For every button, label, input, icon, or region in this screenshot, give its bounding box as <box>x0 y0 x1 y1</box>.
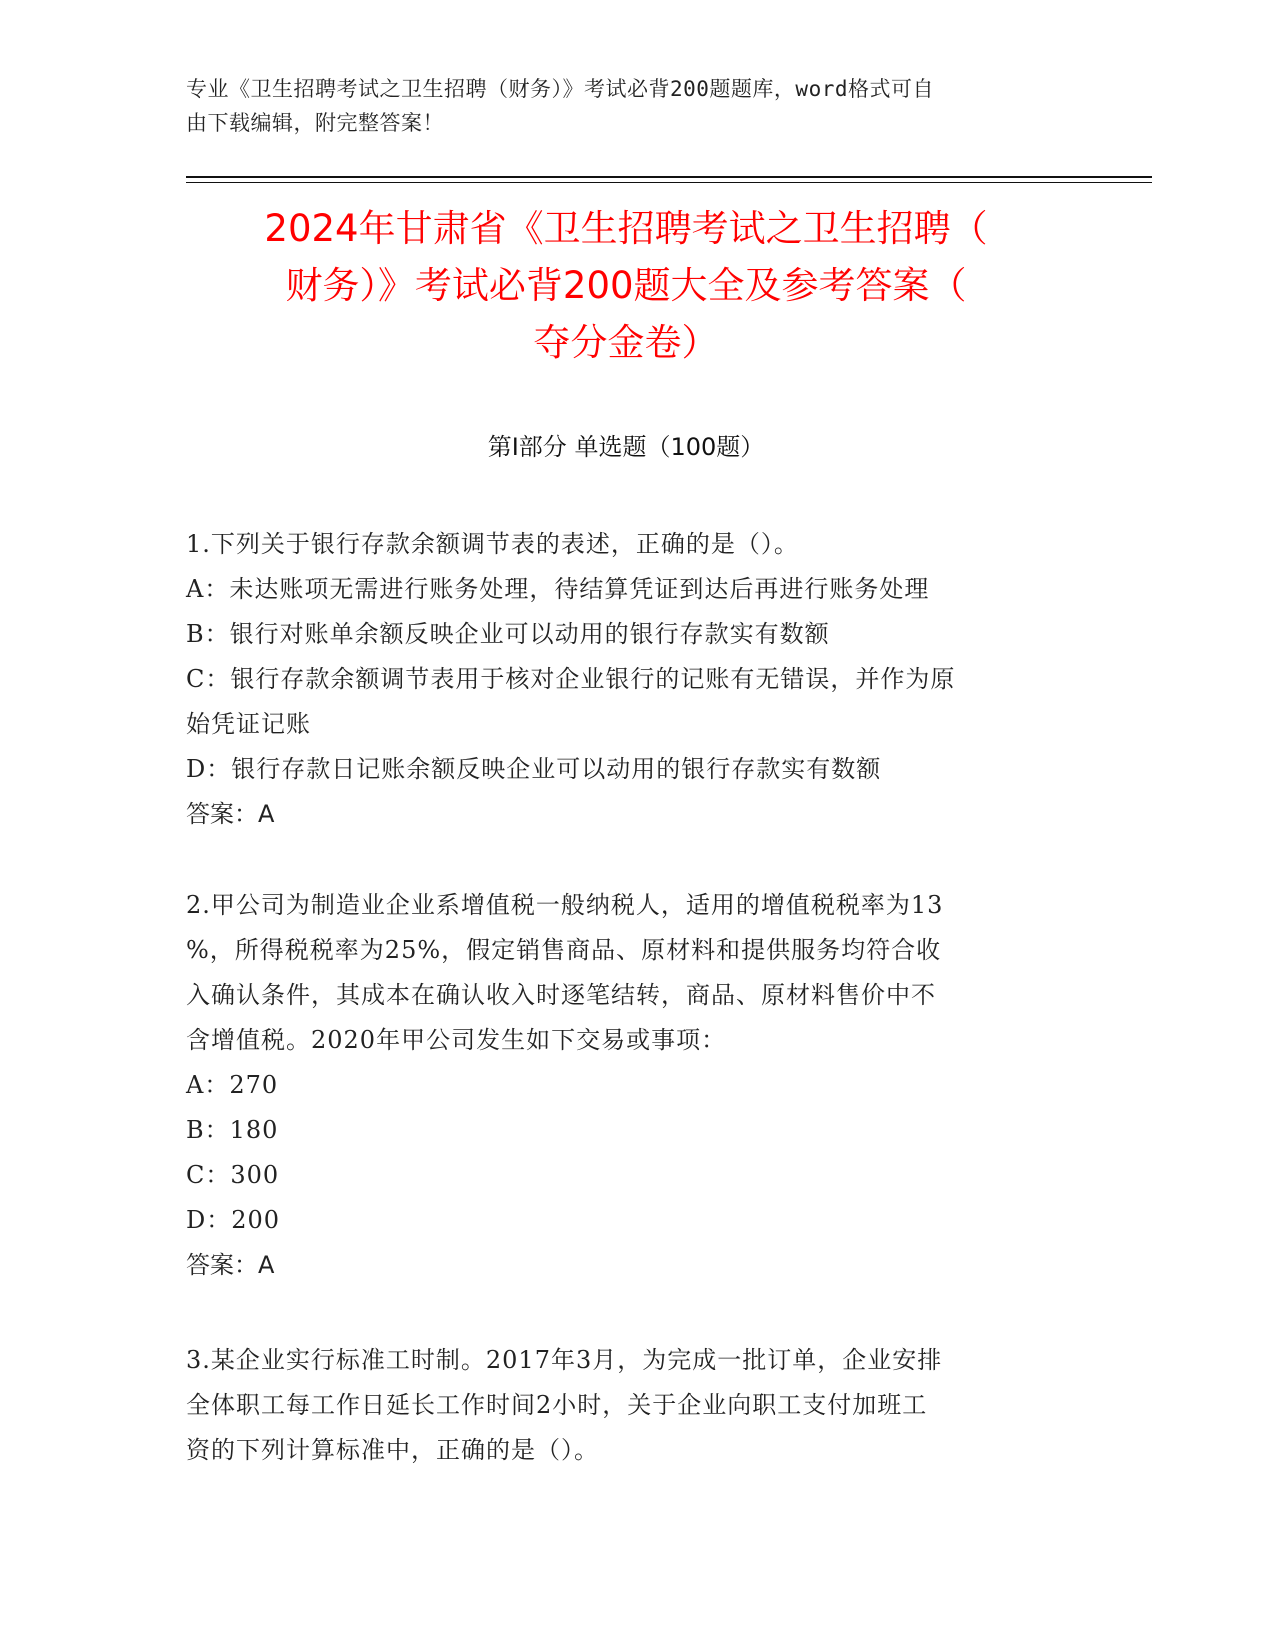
title-line: 财务）》考试必背200题大全及参考答案（ <box>285 264 967 307</box>
question-stem: 含增值税。2020年甲公司发生如下交易或事项： <box>186 1026 727 1054</box>
document-header-note <box>186 72 1066 140</box>
header-note-line: 由下载编辑，附完整答案！ <box>186 111 444 135</box>
header-divider <box>186 176 1152 178</box>
section-heading: 第Ⅰ部分 单选题（100题） <box>487 433 765 461</box>
header-note-line: 专业《卫生招聘考试之卫生招聘（财务）》考试必背200题题库，word格式可自 <box>186 77 934 101</box>
answer-text: 答案：A <box>186 800 275 828</box>
option-a: A：未达账项无需进行账务处理，待结算凭证到达后再进行账务处理 <box>186 575 930 603</box>
question-block <box>186 1338 1066 1473</box>
option-d: D：200 <box>186 1206 281 1234</box>
question-block <box>186 883 1066 1288</box>
page-title <box>186 200 1066 371</box>
question-block <box>186 522 1066 837</box>
option-c: C：300 <box>186 1161 280 1189</box>
question-stem: %，所得税税率为25%，假定销售商品、原材料和提供服务均符合收 <box>186 936 942 964</box>
header-divider-thin <box>186 182 1152 183</box>
question-stem: 全体职工每工作日延长工作时间2小时，关于企业向职工支付加班工 <box>186 1391 928 1419</box>
option-b: B：银行对账单余额反映企业可以动用的银行存款实有数额 <box>186 620 830 648</box>
option-d: D：银行存款日记账余额反映企业可以动用的银行存款实有数额 <box>186 755 882 783</box>
question-stem: 入确认条件，其成本在确认收入时逐笔结转，商品、原材料售价中不 <box>186 981 936 1009</box>
answer-text: 答案：A <box>186 1251 275 1279</box>
option-b: B：180 <box>186 1116 279 1144</box>
question-stem: 3.某企业实行标准工时制。2017年3月，为完成一批订单，企业安排 <box>186 1346 943 1374</box>
option-c: C：银行存款余额调节表用于核对企业银行的记账有无错误，并作为原 <box>186 665 956 693</box>
question-stem: 1.下列关于银行存款余额调节表的表述，正确的是（）。 <box>186 530 799 558</box>
option-a: A：270 <box>186 1071 279 1099</box>
title-line: 2024年甘肃省《卫生招聘考试之卫生招聘（ <box>264 207 988 250</box>
option-c-continued: 始凭证记账 <box>186 710 311 738</box>
question-stem: 2.甲公司为制造业企业系增值税一般纳税人，适用的增值税税率为13 <box>186 891 944 919</box>
question-stem: 资的下列计算标准中，正确的是（）。 <box>186 1436 599 1464</box>
title-line: 夺分金卷） <box>533 321 719 364</box>
